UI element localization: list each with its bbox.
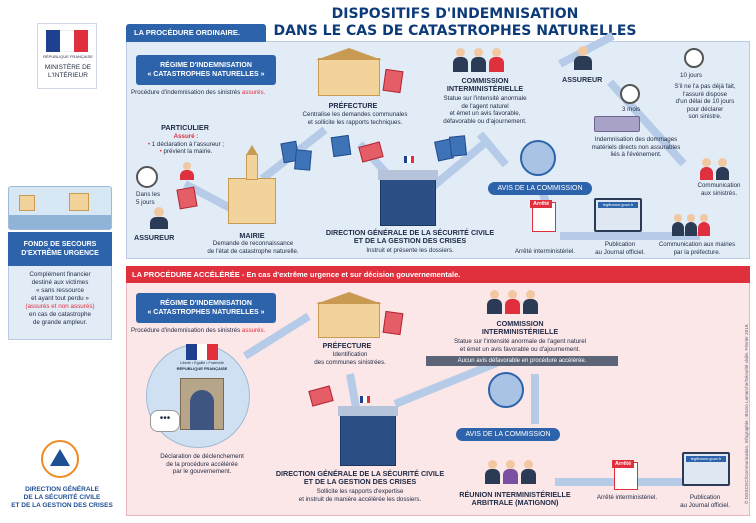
flag-icon	[46, 30, 88, 52]
credit-line: © DGSCGC/Communication. Infographie : Bruno Lamarche/Sécurité civile. Février 2019.	[744, 323, 749, 504]
particulier-desc: Assuré : • 1 déclaration à l'assureur ; • prévient la mairie.	[140, 133, 232, 156]
procedure-note: Procédure d'indemnisation des sinistrés assurés.	[131, 327, 266, 334]
assureur-right: ASSUREUR	[562, 75, 603, 84]
mayors-group	[672, 214, 722, 236]
mairie-desc-2: de l'état de catastrophe naturelle.	[207, 247, 299, 255]
title-line-1: DISPOSITIFS D'INDEMNISATION	[331, 6, 579, 22]
avis-commission-badge: AVIS DE LA COMMISSION	[488, 182, 592, 195]
person-icon	[180, 162, 194, 180]
dgscgc-title-2: ET DE LA GESTION DES CRISES	[353, 236, 467, 245]
assureur-left: ASSUREUR	[134, 233, 175, 242]
dgscgc-desc: Sollicite les rapports d'expertise et instruit de manière accélérée les dossiers.	[298, 488, 422, 503]
clock-icon	[684, 48, 704, 68]
dgscgc-footer-name: DIRECTION GÉNÉRALE DE LA SÉCURITÉ CIVILE ET DE LA GESTION DES CRISES	[11, 486, 113, 509]
ministry-logo	[37, 23, 97, 89]
commission-title-1: COMMISSION	[461, 76, 509, 85]
regime-line-1: RÉGIME D'INDEMNISATION	[160, 300, 252, 307]
mairie-roof	[246, 145, 258, 155]
commission-desc: Statue sur l'intensité anormale de l'agent naturel et émet un avis favorable, défavorable ou d'ajournement.	[443, 95, 527, 125]
regime-box	[136, 293, 276, 323]
regime-line-1: RÉGIME D'INDEMNISATION	[160, 62, 252, 69]
mairie-tower	[246, 154, 258, 180]
particulier-title: PARTICULIER	[161, 123, 209, 132]
title-line-2: DANS LE CAS DE CATASTROPHES NATURELLES	[273, 23, 637, 39]
civil-protection-icon	[50, 449, 70, 466]
page-title	[260, 6, 650, 40]
ten-days-note: 10 jours	[680, 72, 703, 79]
indemnisation-desc: Indemnisation des dommages matériels directs non assurables liés à l'événement.	[591, 136, 681, 158]
gov-motto: Liberté • Égalité • Fraternité	[180, 361, 224, 365]
commission-title: COMMISSION INTERMINISTÉRIELLE	[481, 319, 559, 336]
palace-gate	[190, 390, 214, 430]
commission-note: Aucun avis défavorable en procédure accélérée.	[426, 356, 618, 366]
republic-label: RÉPUBLIQUE FRANÇAISE	[43, 54, 93, 59]
prefecture-building	[318, 302, 380, 338]
dgscgc-title-1: DIRECTION GÉNÉRALE DE LA SÉCURITÉ CIVILE	[325, 228, 495, 237]
five-days-note	[136, 191, 176, 206]
flag-icon	[360, 396, 370, 403]
regime-line-2: « CATASTROPHES NATURELLES »	[147, 309, 265, 316]
three-months-note: 3 mois	[622, 106, 641, 113]
document-icon	[294, 149, 312, 170]
money-icon	[594, 116, 640, 132]
commission-people	[452, 48, 512, 74]
speech-bubble-icon: •••	[150, 410, 180, 432]
prefecture-desc: Identification des communes sinistrées.	[314, 351, 386, 366]
jo-tag: legifrance.gouv.fr	[686, 456, 726, 462]
dgscgc-roof	[338, 406, 398, 416]
dgscgc-building	[340, 414, 396, 466]
publication-label: Publication au Journal officiel.	[680, 494, 730, 509]
particulier-bullet-2: prévient la mairie.	[163, 148, 213, 155]
prefecture-title: PRÉFECTURE	[328, 101, 378, 110]
document-icon	[383, 311, 404, 335]
communication-mairies-label: Communication aux mairies par la préfecture.	[658, 241, 736, 256]
reunion-title: RÉUNION INTERMINISTÉRIELLE ARBITRALE (MATIGNON)	[459, 490, 571, 507]
commission-title	[440, 77, 530, 93]
avis-commission-badge: AVIS DE LA COMMISSION	[456, 428, 560, 441]
document-icon	[176, 187, 197, 210]
ordinary-procedure-tab: LA PROCÉDURE ORDINAIRE.	[126, 24, 266, 42]
particulier-bullet-1: 1 déclaration à l'assureur ;	[151, 140, 225, 148]
flag-icon	[186, 344, 218, 360]
arrete-label: Arrêté interministériel.	[596, 494, 658, 501]
document-icon	[449, 135, 467, 157]
mairie-building	[228, 178, 276, 224]
mairie-desc-1: Demande de reconnaissance	[212, 240, 294, 247]
prefecture-building	[318, 58, 380, 96]
publication-label: Publication au Journal officiel.	[595, 241, 645, 256]
commission-desc: Statue sur l'intensité anormale de l'agent naturel et émet un avis favorable ou d'ajournement.	[453, 338, 587, 353]
prefecture-desc-1: Centralise les demandes communales	[302, 111, 408, 118]
flood-illustration	[8, 186, 112, 230]
procedure-note	[131, 89, 301, 97]
dgscgc-title: DIRECTION GÉNÉRALE DE LA SÉCURITÉ CIVILE ET DE LA GESTION DES CRISES	[275, 469, 445, 486]
reunion-people	[484, 460, 544, 486]
commission-people	[486, 290, 546, 316]
gov-republic: RÉPUBLIQUE FRANÇAISE	[176, 366, 228, 371]
person-icon	[574, 46, 592, 70]
fonds-title-box	[8, 232, 112, 266]
communication-assures-label: Communication aux sinistrés.	[697, 182, 741, 197]
prefecture-desc	[280, 111, 430, 126]
document-icon	[331, 135, 352, 157]
particulier-assure: Assuré :	[173, 133, 199, 140]
flag-icon	[404, 156, 414, 163]
declaration-desc: Déclaration de déclenchement de la procédure accélérée par le gouvernement.	[160, 453, 244, 475]
procedure-prefix: Procédure d'indemnisation des sinistrés	[131, 89, 242, 96]
dgscgc-title	[305, 229, 515, 245]
mairie-title: MAIRIE	[239, 231, 265, 240]
procedure-highlight: assurés.	[241, 89, 266, 96]
fonds-title-2: D'EXTRÊME URGENCE	[21, 250, 99, 257]
prefecture-title: PRÉFECTURE	[322, 341, 372, 350]
clock-icon	[620, 84, 640, 104]
accelerated-procedure-tab: LA PROCÉDURE ACCÉLÉRÉE - En cas d'extrême urgence et sur décision gouvernementale.	[126, 266, 750, 283]
document-icon	[383, 69, 404, 93]
sinistres-group	[700, 158, 740, 180]
dgscgc-roof	[378, 170, 438, 180]
regime-box	[136, 55, 276, 85]
person-icon	[150, 207, 168, 229]
mairie-desc	[200, 240, 306, 255]
dans-les: Dans les	[136, 191, 161, 198]
magnifier-icon	[520, 140, 556, 176]
cinq-jours: 5 jours	[136, 198, 155, 206]
magnifier-icon	[488, 372, 524, 408]
ministry-name: MINISTÈRE DE L'INTÉRIEUR	[44, 64, 92, 79]
dgscgc-desc: Instruit et présente les dossiers.	[366, 247, 454, 254]
regime-line-2: « CATASTROPHES NATURELLES »	[147, 71, 265, 78]
jo-tag: legifrance.gouv.fr	[598, 202, 638, 208]
fonds-desc-box: Complément financier destiné aux victimes « sans ressource et ayant tout perdu » (assurés et non assurés) en cas de catastrophe de grande ampleur.	[8, 266, 112, 340]
fonds-title-1: FONDS DE SECOURS	[23, 241, 97, 248]
clock-icon	[136, 166, 158, 188]
prefecture-roof	[316, 48, 382, 60]
dgscgc-building	[380, 178, 436, 226]
commission-title-2: INTERMINISTÉRIELLE	[446, 84, 524, 93]
flow-connector	[531, 374, 539, 424]
arrete-label: Arrêté interministériel.	[514, 248, 576, 255]
arrete-tag: Arrêté	[530, 200, 552, 208]
prefecture-desc-2: et sollicite les rapports techniques.	[307, 118, 403, 126]
arrete-tag: Arrêté	[612, 460, 634, 468]
prefecture-roof	[316, 292, 382, 304]
ten-days-desc: S'il ne l'a pas déjà fait, l'assuré dispose d'un délai de 10 jours pour déclarer son sinistre.	[674, 83, 736, 120]
